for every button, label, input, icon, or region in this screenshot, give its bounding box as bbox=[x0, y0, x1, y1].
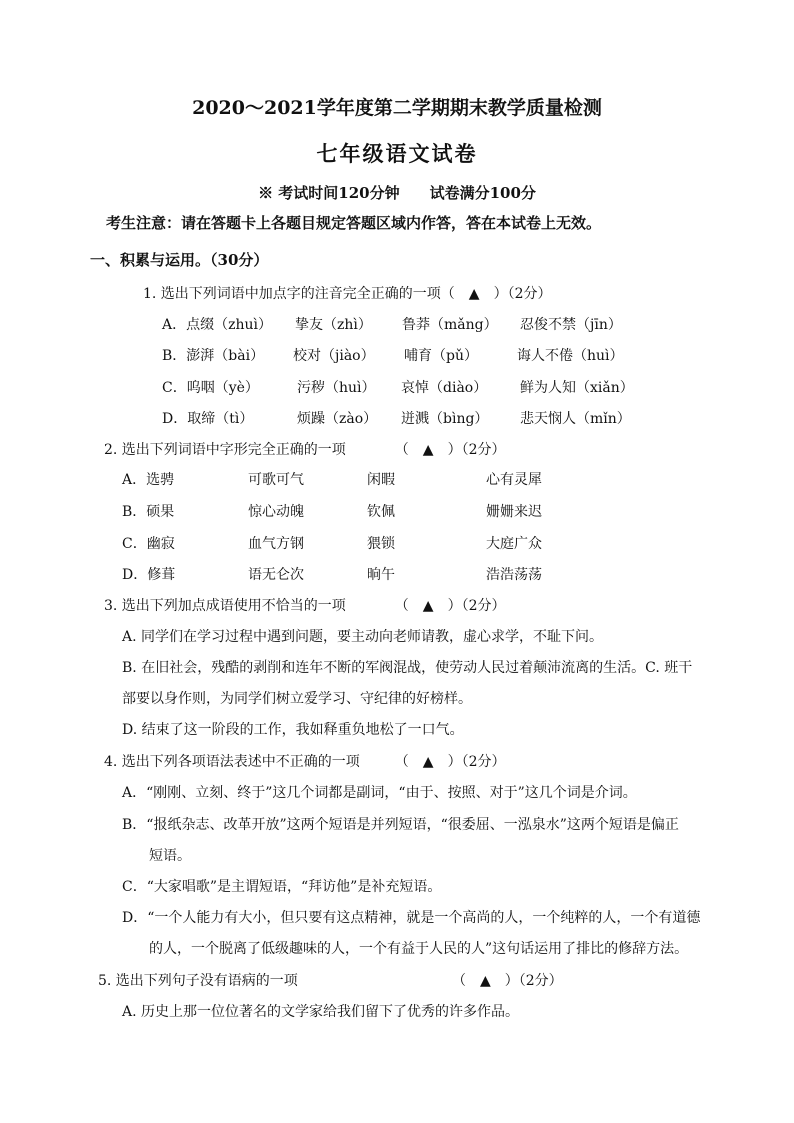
question-3-option-b-cont: 部要以身作则，为同学们树立爱学习、守纪律的好榜样。 bbox=[122, 691, 472, 707]
question-4-option-d: D．“一个人能力有大小，但只要有这点精神，就是一个高尚的人，一个纯粹的人，一个有道德 bbox=[122, 910, 701, 926]
option-cell: C．呜咽（yè） bbox=[162, 380, 259, 396]
option-cell: 心有灵犀 bbox=[486, 472, 542, 488]
option-cell: 烦躁（zào） bbox=[297, 411, 378, 427]
question-5-answer-mark: （ ▲ ）（2分） bbox=[452, 973, 563, 989]
option-cell: 哺育（pǔ） bbox=[404, 348, 478, 364]
question-5-stem: 5. 选出下列句子没有语病的一项 bbox=[98, 973, 298, 989]
exam-subtitle: 七年级语文试卷 bbox=[316, 141, 478, 166]
question-3-option-b: B. 在旧社会，残酷的剥削和连年不断的军阀混战，使劳动人民过着颠沛流离的生活。C. 班干 bbox=[122, 660, 693, 676]
question-5-option-a: A. 历史上那一位位著名的文学家给我们留下了优秀的许多作品。 bbox=[122, 1004, 520, 1020]
option-cell: 可歌可气 bbox=[248, 472, 304, 488]
question-4-option-b-cont: 短语。 bbox=[149, 848, 191, 864]
question-4-stem: 4. 选出下列各项语法表述中不正确的一项 （ ▲ ）（2分） bbox=[104, 754, 506, 770]
option-cell: 浩浩荡荡 bbox=[486, 567, 542, 583]
option-cell: 诲人不倦（huì） bbox=[517, 348, 624, 364]
option-cell: 惊心动魄 bbox=[248, 504, 304, 520]
option-cell: 哀悼（diào） bbox=[401, 380, 488, 396]
option-cell: 闲暇 bbox=[367, 472, 395, 488]
question-3-option-d: D. 结束了这一阶段的工作，我如释重负地松了一口气。 bbox=[122, 722, 464, 738]
option-cell: 晌午 bbox=[367, 567, 395, 583]
option-cell: 挚友（zhì） bbox=[295, 317, 372, 333]
question-1-stem: 1. 选出下列词语中加点字的注音完全正确的一项（ ▲ ）（2分） bbox=[143, 286, 552, 302]
option-cell: 大庭广众 bbox=[486, 536, 542, 552]
option-cell: 迸溅（bìng） bbox=[401, 411, 489, 427]
option-cell: D．修葺 bbox=[122, 567, 176, 583]
option-cell: 血气方钢 bbox=[248, 536, 304, 552]
option-cell: 语无仑次 bbox=[248, 567, 304, 583]
option-cell: 猥锁 bbox=[367, 536, 395, 552]
question-4-option-c: C．“大家唱歌”是主谓短语，“拜访他”是补充短语。 bbox=[122, 879, 442, 895]
question-4-option-b: B．“报纸杂志、改革开放”这两个短语是并列短语，“很委屈、一泓泉水”这两个短语是偏正 bbox=[122, 817, 679, 833]
question-4-option-d-cont: 的人，一个脱离了低级趣味的人，一个有益于人民的人”这句话运用了排比的修辞方法。 bbox=[149, 941, 689, 957]
option-cell: 悲天悯人（mǐn） bbox=[520, 411, 631, 427]
option-cell: C．幽寂 bbox=[122, 536, 175, 552]
option-cell: D．取缔（tì） bbox=[162, 411, 254, 427]
option-cell: B．硕果 bbox=[122, 504, 175, 520]
exam-title: 2020～2021学年度第二学期期末教学质量检测 bbox=[192, 97, 602, 119]
option-cell: A．点缀（zhuì） bbox=[162, 317, 272, 333]
question-3-option-a: A. 同学们在学习过程中遇到问题，要主动向老师请教，虚心求学，不耻下问。 bbox=[122, 629, 604, 645]
exam-notice: 考生注意：请在答题卡上各题目规定答题区域内作答，答在本试卷上无效。 bbox=[106, 214, 602, 232]
exam-info: ※ 考试时间120分钟 试卷满分100分 bbox=[258, 184, 536, 202]
question-2-stem: 2. 选出下列词语中字形完全正确的一项 （ ▲ ）（2分） bbox=[104, 442, 506, 458]
question-3-stem: 3. 选出下列加点成语使用不恰当的一项 （ ▲ ）（2分） bbox=[104, 598, 506, 614]
question-4-option-a: A．“刚刚、立刻、终于”这几个词都是副词，“由于、按照、对于”这几个词是介词。 bbox=[122, 785, 637, 801]
option-cell: 鲜为人知（xiǎn） bbox=[520, 380, 634, 396]
option-cell: 钦佩 bbox=[367, 504, 395, 520]
option-cell: A．选骋 bbox=[122, 472, 175, 488]
option-cell: 姗姗来迟 bbox=[486, 504, 542, 520]
section-heading: 一、积累与运用。（30分） bbox=[90, 251, 269, 269]
option-cell: 忍俊不禁（jīn） bbox=[520, 317, 622, 333]
option-cell: 污秽（huì） bbox=[297, 380, 376, 396]
option-cell: 鲁莽（mǎng） bbox=[402, 317, 498, 333]
option-cell: B．澎湃（bài） bbox=[162, 348, 265, 364]
option-cell: 校对（jiào） bbox=[293, 348, 375, 364]
